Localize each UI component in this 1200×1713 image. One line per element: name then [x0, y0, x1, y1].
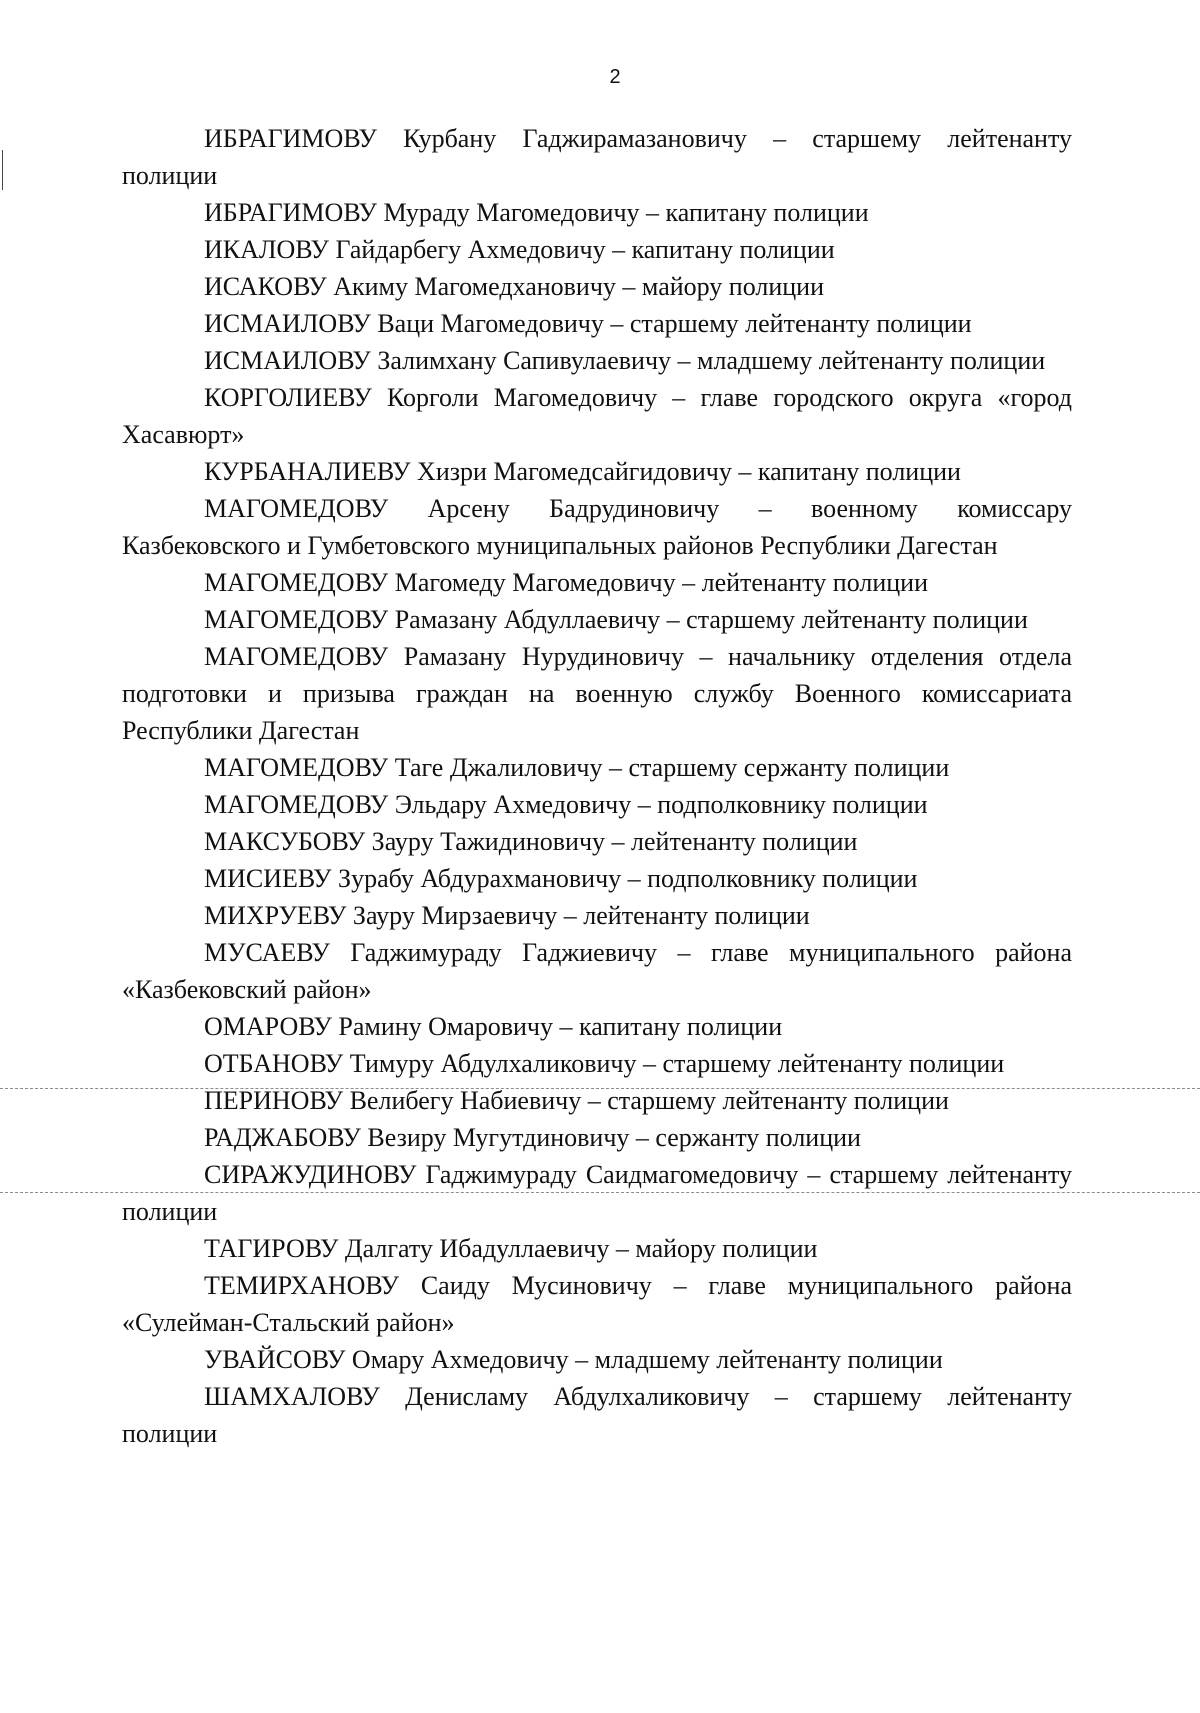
scan-edge-mark	[2, 150, 3, 190]
list-item: ИБРАГИМОВУ Мураду Магомедовичу – капитану полиции	[204, 198, 869, 227]
award-list	[122, 120, 1072, 1452]
page-number: 2	[609, 66, 621, 88]
list-item: КОРГОЛИЕВУ Корголи Магомедовичу – главе городского округа «город Хасавюрт»	[122, 383, 1072, 449]
list-item: ИСМАИЛОВУ Залимхану Сапивулаевичу – младшему лейтенанту полиции	[204, 346, 1046, 375]
scan-artifact-line	[0, 1192, 1200, 1193]
list-item: МАГОМЕДОВУ Рамазану Абдуллаевичу – старшему лейтенанту полиции	[204, 605, 1028, 634]
list-item: ИСАКОВУ Акиму Магомедхановичу – майору полиции	[204, 272, 825, 301]
list-item: УВАЙСОВУ Омару Ахмедовичу – младшему лейтенанту полиции	[204, 1345, 943, 1374]
list-item: РАДЖАБОВУ Везиру Мугутдиновичу – сержанту полиции	[204, 1123, 861, 1152]
list-item: МАГОМЕДОВУ Таге Джалиловичу – старшему сержанту полиции	[204, 753, 950, 782]
list-item: ИБРАГИМОВУ Курбану Гаджирамазановичу – старшему лейтенанту полиции	[122, 124, 1072, 190]
list-item: МУСАЕВУ Гаджимураду Гаджиевичу – главе муниципального района «Казбековский район»	[122, 938, 1072, 1004]
list-item: ШАМХАЛОВУ Денисламу Абдулхаликовичу – старшему лейтенанту полиции	[122, 1382, 1072, 1448]
list-item: ТАГИРОВУ Далгату Ибадуллаевичу – майору полиции	[204, 1234, 818, 1263]
list-item: ИСМАИЛОВУ Ваци Магомедовичу – старшему лейтенанту полиции	[204, 309, 972, 338]
list-item: МАГОМЕДОВУ Рамазану Нурудиновичу – начальнику отделения отдела подготовки и призыва граждан на военную службу Военного комиссариата Республики Дагестан	[122, 642, 1072, 745]
list-item: МАГОМЕДОВУ Магомеду Магомедовичу – лейтенанту полиции	[204, 568, 929, 597]
list-item: КУРБАНАЛИЕВУ Хизри Магомедсайгидовичу – капитану полиции	[204, 457, 961, 486]
list-item: МИСИЕВУ Зурабу Абдурахмановичу – подполковнику полиции	[204, 864, 918, 893]
list-item: МАКСУБОВУ Зауру Тажидиновичу – лейтенанту полиции	[204, 827, 858, 856]
list-item: МИХРУЕВУ Зауру Мирзаевичу – лейтенанту полиции	[204, 901, 810, 930]
scan-artifact-line	[0, 1088, 1200, 1089]
list-item: МАГОМЕДОВУ Арсену Бадрудиновичу – военному комиссару Казбековского и Гумбетовского муниципальных районов Республики Дагестан	[122, 494, 1072, 560]
list-item: ОТБАНОВУ Тимуру Абдулхаликовичу – старшему лейтенанту полиции	[204, 1049, 1005, 1078]
list-item: ИКАЛОВУ Гайдарбегу Ахмедовичу – капитану полиции	[204, 235, 835, 264]
list-item: ТЕМИРХАНОВУ Саиду Мусиновичу – главе муниципального района «Сулейман-Стальский район»	[122, 1271, 1072, 1337]
list-item: СИРАЖУДИНОВУ Гаджимураду Саидмагомедовичу – старшему лейтенанту полиции	[122, 1160, 1072, 1226]
list-item: ПЕРИНОВУ Велибегу Набиевичу – старшему лейтенанту полиции	[204, 1086, 949, 1115]
list-item: ОМАРОВУ Рамину Омаровичу – капитану полиции	[204, 1012, 783, 1041]
list-item: МАГОМЕДОВУ Эльдару Ахмедовичу – подполковнику полиции	[204, 790, 928, 819]
